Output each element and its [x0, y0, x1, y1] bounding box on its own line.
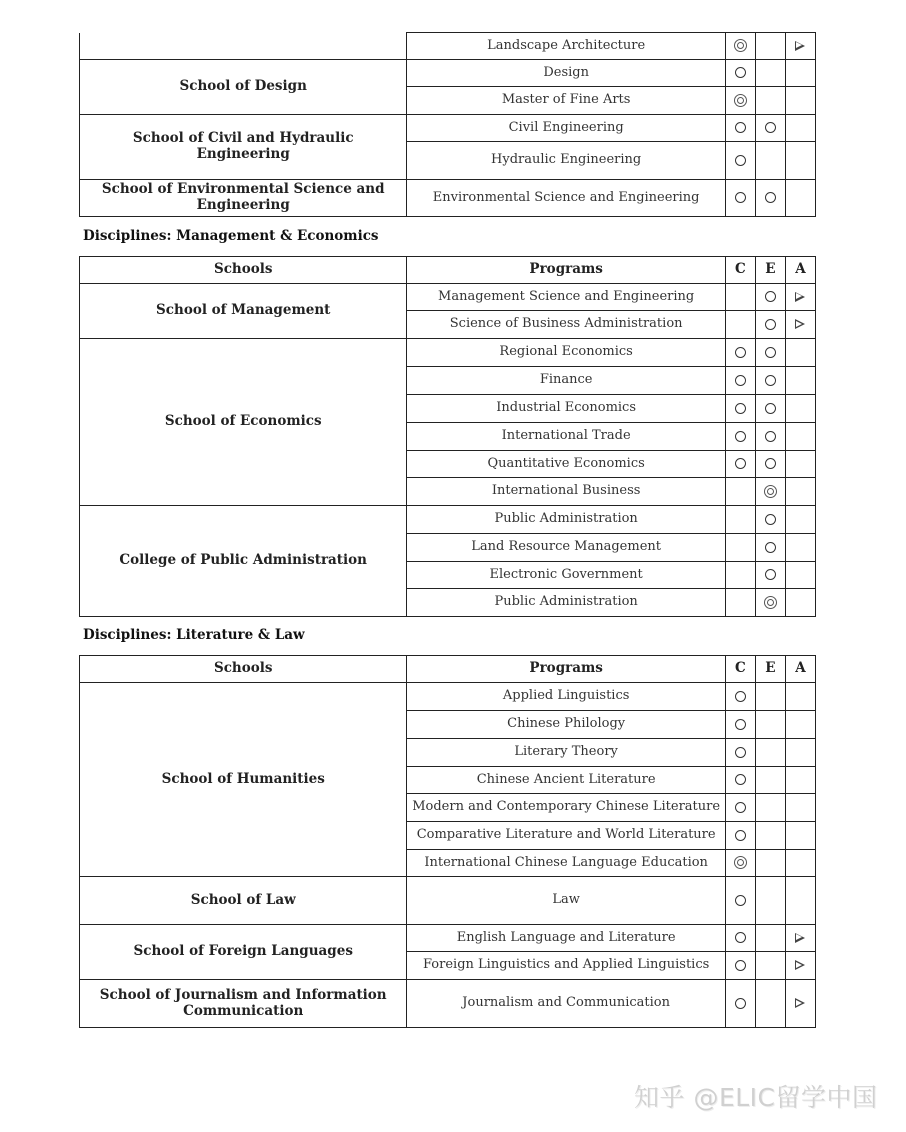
table-row	[80, 925, 816, 952]
school-cell: School of Management	[80, 284, 407, 339]
e-mark-cell	[755, 794, 785, 822]
table-row	[80, 180, 816, 217]
circle-icon	[765, 569, 776, 580]
c-mark-cell	[725, 850, 755, 877]
a-mark-cell	[785, 952, 815, 980]
c-mark-cell	[725, 423, 755, 451]
program-cell: Public Administration	[407, 589, 725, 617]
e-mark-cell	[755, 925, 785, 952]
program-cell: International Business	[407, 478, 725, 506]
c-mark-cell	[725, 395, 755, 423]
c-mark-cell	[725, 33, 755, 60]
program-cell: Modern and Contemporary Chinese Literature	[407, 794, 725, 822]
c-mark-cell	[725, 87, 755, 115]
program-cell: Public Administration	[407, 506, 725, 534]
programs-header: Programs	[407, 656, 725, 683]
triangle-icon	[795, 41, 805, 51]
program-cell: Electronic Government	[407, 562, 725, 589]
c-mark-cell	[725, 683, 755, 711]
a-mark-cell	[785, 451, 815, 478]
circle-icon	[765, 192, 776, 203]
table-row	[80, 877, 816, 925]
e-mark-cell	[755, 367, 785, 395]
e-mark-cell	[755, 451, 785, 478]
double-circle-icon	[734, 39, 747, 52]
a-mark-cell	[785, 739, 815, 767]
table-row	[80, 60, 816, 87]
circle-icon	[735, 67, 746, 78]
c-mark-cell	[725, 952, 755, 980]
section-caption-management-economics: Disciplines: Management & Economics	[83, 228, 379, 244]
c-header: C	[725, 257, 755, 284]
e-mark-cell	[755, 284, 785, 311]
program-cell: International Trade	[407, 423, 725, 451]
a-mark-cell	[785, 284, 815, 311]
table-header-row	[80, 257, 816, 284]
triangle-icon	[795, 998, 805, 1008]
c-mark-cell	[725, 451, 755, 478]
a-mark-cell	[785, 395, 815, 423]
a-mark-cell	[785, 767, 815, 794]
e-mark-cell	[755, 767, 785, 794]
e-mark-cell	[755, 142, 785, 180]
c-mark-cell	[725, 339, 755, 367]
a-mark-cell	[785, 60, 815, 87]
e-mark-cell	[755, 739, 785, 767]
program-cell: Finance	[407, 367, 725, 395]
program-cell: International Chinese Language Education	[407, 850, 725, 877]
c-mark-cell	[725, 534, 755, 562]
triangle-icon	[795, 960, 805, 970]
a-mark-cell	[785, 478, 815, 506]
c-mark-cell	[725, 562, 755, 589]
a-header: A	[785, 257, 815, 284]
circle-icon	[735, 830, 746, 841]
e-mark-cell	[755, 822, 785, 850]
a-mark-cell	[785, 506, 815, 534]
a-mark-cell	[785, 850, 815, 877]
circle-icon	[765, 514, 776, 525]
program-cell: Foreign Linguistics and Applied Linguistics	[407, 952, 725, 980]
c-mark-cell	[725, 877, 755, 925]
double-circle-icon	[764, 485, 777, 498]
a-mark-cell	[785, 683, 815, 711]
a-header: A	[785, 656, 815, 683]
a-mark-cell	[785, 87, 815, 115]
watermark-text: 知乎 @ELIC留学中国	[634, 1083, 878, 1112]
school-cell: School of Foreign Languages	[80, 925, 407, 980]
a-mark-cell	[785, 925, 815, 952]
circle-icon	[735, 458, 746, 469]
a-mark-cell	[785, 311, 815, 339]
circle-icon	[765, 347, 776, 358]
school-cell	[80, 33, 407, 60]
program-cell: Regional Economics	[407, 339, 725, 367]
table-row	[80, 33, 816, 60]
circle-icon	[735, 431, 746, 442]
e-header: E	[755, 656, 785, 683]
school-cell: School of Environmental Science and Engineering	[80, 180, 407, 217]
a-mark-cell	[785, 822, 815, 850]
c-mark-cell	[725, 367, 755, 395]
table-row	[80, 980, 816, 1028]
program-cell: Science of Business Administration	[407, 311, 725, 339]
a-mark-cell	[785, 180, 815, 217]
program-cell: Management Science and Engineering	[407, 284, 725, 311]
e-mark-cell	[755, 87, 785, 115]
program-cell: Civil Engineering	[407, 115, 725, 142]
circle-icon	[765, 375, 776, 386]
c-mark-cell	[725, 589, 755, 617]
program-cell: Master of Fine Arts	[407, 87, 725, 115]
c-mark-cell	[725, 311, 755, 339]
double-circle-icon	[734, 94, 747, 107]
circle-icon	[735, 691, 746, 702]
c-mark-cell	[725, 142, 755, 180]
a-mark-cell	[785, 423, 815, 451]
a-mark-cell	[785, 33, 815, 60]
programs-header: Programs	[407, 257, 725, 284]
section-caption-literature-law: Disciplines: Literature & Law	[83, 627, 305, 643]
program-cell: Quantitative Economics	[407, 451, 725, 478]
triangle-icon	[795, 292, 805, 302]
e-mark-cell	[755, 180, 785, 217]
circle-icon	[765, 319, 776, 330]
table-row	[80, 115, 816, 142]
circle-icon	[735, 719, 746, 730]
programs-table-continued	[79, 32, 816, 217]
a-mark-cell	[785, 877, 815, 925]
program-cell: Hydraulic Engineering	[407, 142, 725, 180]
c-mark-cell	[725, 767, 755, 794]
c-mark-cell	[725, 284, 755, 311]
e-mark-cell	[755, 589, 785, 617]
table-row	[80, 339, 816, 367]
circle-icon	[765, 403, 776, 414]
c-mark-cell	[725, 60, 755, 87]
c-mark-cell	[725, 115, 755, 142]
circle-icon	[735, 192, 746, 203]
program-cell: Chinese Ancient Literature	[407, 767, 725, 794]
e-mark-cell	[755, 562, 785, 589]
table-row	[80, 284, 816, 311]
e-mark-cell	[755, 33, 785, 60]
c-mark-cell	[725, 925, 755, 952]
table-header-row	[80, 656, 816, 683]
school-cell: School of Design	[80, 60, 407, 115]
e-header: E	[755, 257, 785, 284]
programs-table-literature-law	[79, 655, 816, 1028]
e-mark-cell	[755, 395, 785, 423]
e-mark-cell	[755, 850, 785, 877]
circle-icon	[735, 895, 746, 906]
program-cell: Law	[407, 877, 725, 925]
school-cell: School of Humanities	[80, 683, 407, 877]
c-mark-cell	[725, 794, 755, 822]
double-circle-icon	[764, 596, 777, 609]
a-mark-cell	[785, 711, 815, 739]
c-mark-cell	[725, 822, 755, 850]
triangle-icon	[795, 933, 805, 943]
school-cell: School of Economics	[80, 339, 407, 506]
e-mark-cell	[755, 423, 785, 451]
c-mark-cell	[725, 478, 755, 506]
a-mark-cell	[785, 980, 815, 1028]
circle-icon	[735, 122, 746, 133]
program-cell: Journalism and Communication	[407, 980, 725, 1028]
c-mark-cell	[725, 180, 755, 217]
table-row	[80, 506, 816, 534]
circle-icon	[765, 291, 776, 302]
circle-icon	[735, 155, 746, 166]
program-cell: Comparative Literature and World Literature	[407, 822, 725, 850]
a-mark-cell	[785, 142, 815, 180]
e-mark-cell	[755, 711, 785, 739]
programs-table-management-economics	[79, 256, 816, 617]
school-cell: School of Civil and Hydraulic Engineering	[80, 115, 407, 180]
schools-header: Schools	[80, 257, 407, 284]
circle-icon	[765, 458, 776, 469]
a-mark-cell	[785, 339, 815, 367]
schools-header: Schools	[80, 656, 407, 683]
c-mark-cell	[725, 980, 755, 1028]
circle-icon	[735, 403, 746, 414]
program-cell: Applied Linguistics	[407, 683, 725, 711]
circle-icon	[735, 932, 746, 943]
circle-icon	[735, 802, 746, 813]
program-cell: Land Resource Management	[407, 534, 725, 562]
program-cell: English Language and Literature	[407, 925, 725, 952]
circle-icon	[765, 542, 776, 553]
a-mark-cell	[785, 115, 815, 142]
a-mark-cell	[785, 562, 815, 589]
circle-icon	[735, 747, 746, 758]
school-cell: School of Journalism and Information Communication	[80, 980, 407, 1028]
e-mark-cell	[755, 311, 785, 339]
a-mark-cell	[785, 589, 815, 617]
e-mark-cell	[755, 339, 785, 367]
circle-icon	[735, 347, 746, 358]
c-mark-cell	[725, 506, 755, 534]
program-cell: Chinese Philology	[407, 711, 725, 739]
circle-icon	[735, 960, 746, 971]
c-mark-cell	[725, 711, 755, 739]
program-cell: Design	[407, 60, 725, 87]
e-mark-cell	[755, 534, 785, 562]
a-mark-cell	[785, 367, 815, 395]
program-cell: Literary Theory	[407, 739, 725, 767]
c-mark-cell	[725, 739, 755, 767]
e-mark-cell	[755, 115, 785, 142]
program-cell: Industrial Economics	[407, 395, 725, 423]
school-cell: College of Public Administration	[80, 506, 407, 617]
e-mark-cell	[755, 980, 785, 1028]
e-mark-cell	[755, 478, 785, 506]
e-mark-cell	[755, 60, 785, 87]
table-row	[80, 683, 816, 711]
program-cell: Environmental Science and Engineering	[407, 180, 725, 217]
a-mark-cell	[785, 534, 815, 562]
circle-icon	[765, 122, 776, 133]
program-cell: Landscape Architecture	[407, 33, 725, 60]
c-header: C	[725, 656, 755, 683]
circle-icon	[735, 375, 746, 386]
e-mark-cell	[755, 683, 785, 711]
e-mark-cell	[755, 506, 785, 534]
e-mark-cell	[755, 952, 785, 980]
school-cell: School of Law	[80, 877, 407, 925]
double-circle-icon	[734, 856, 747, 869]
a-mark-cell	[785, 794, 815, 822]
circle-icon	[735, 774, 746, 785]
triangle-icon	[795, 319, 805, 329]
e-mark-cell	[755, 877, 785, 925]
circle-icon	[765, 431, 776, 442]
circle-icon	[735, 998, 746, 1009]
